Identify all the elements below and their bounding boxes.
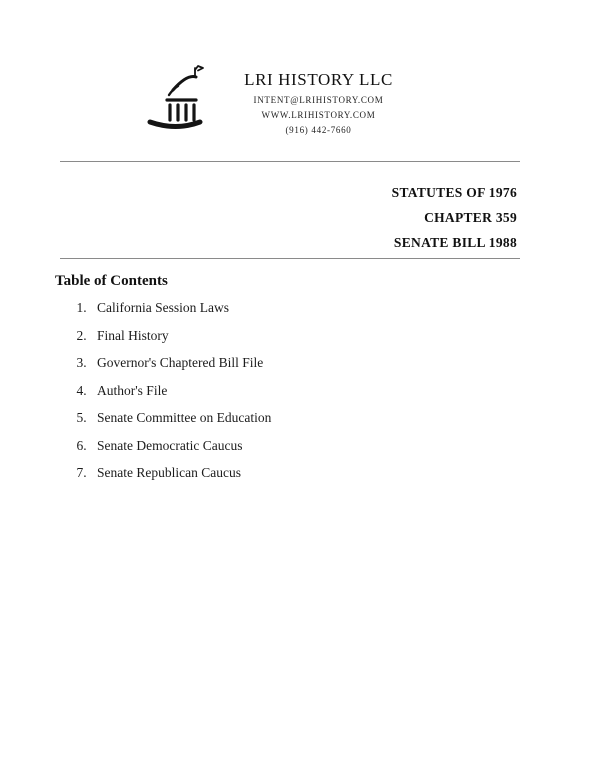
- divider-bottom: [60, 258, 520, 259]
- letterhead: [142, 60, 401, 140]
- toc-item: 6. Senate Democratic Caucus: [90, 438, 271, 454]
- toc-item: 5. Senate Committee on Education: [90, 410, 271, 426]
- company-website: WWW.LRIHISTORY.COM: [261, 110, 376, 120]
- company-phone: (916) 442-7660: [285, 125, 352, 135]
- toc-item: 4. Author's File: [90, 383, 271, 399]
- toc-list: [70, 300, 271, 493]
- toc-item: 2. Final History: [90, 328, 271, 344]
- toc-item: 3. Governor's Chaptered Bill File: [90, 355, 271, 371]
- chapter-line: CHAPTER 359: [424, 210, 517, 225]
- senate-bill-line: SENATE BILL 1988: [393, 235, 517, 250]
- toc-item: 7. Senate Republican Caucus: [90, 465, 271, 481]
- letterhead-contact: [236, 60, 401, 135]
- reference-block: [392, 180, 517, 255]
- toc-item: 1. California Session Laws: [90, 300, 271, 316]
- company-email: INTENT@LRIHISTORY.COM: [253, 95, 384, 105]
- divider-top: [60, 161, 520, 162]
- capitol-building-icon: [142, 60, 222, 140]
- company-name: LRI HISTORY LLC: [244, 70, 393, 89]
- statutes-line: STATUTES OF 1976: [391, 185, 517, 200]
- toc-title: Table of Contents: [55, 273, 168, 289]
